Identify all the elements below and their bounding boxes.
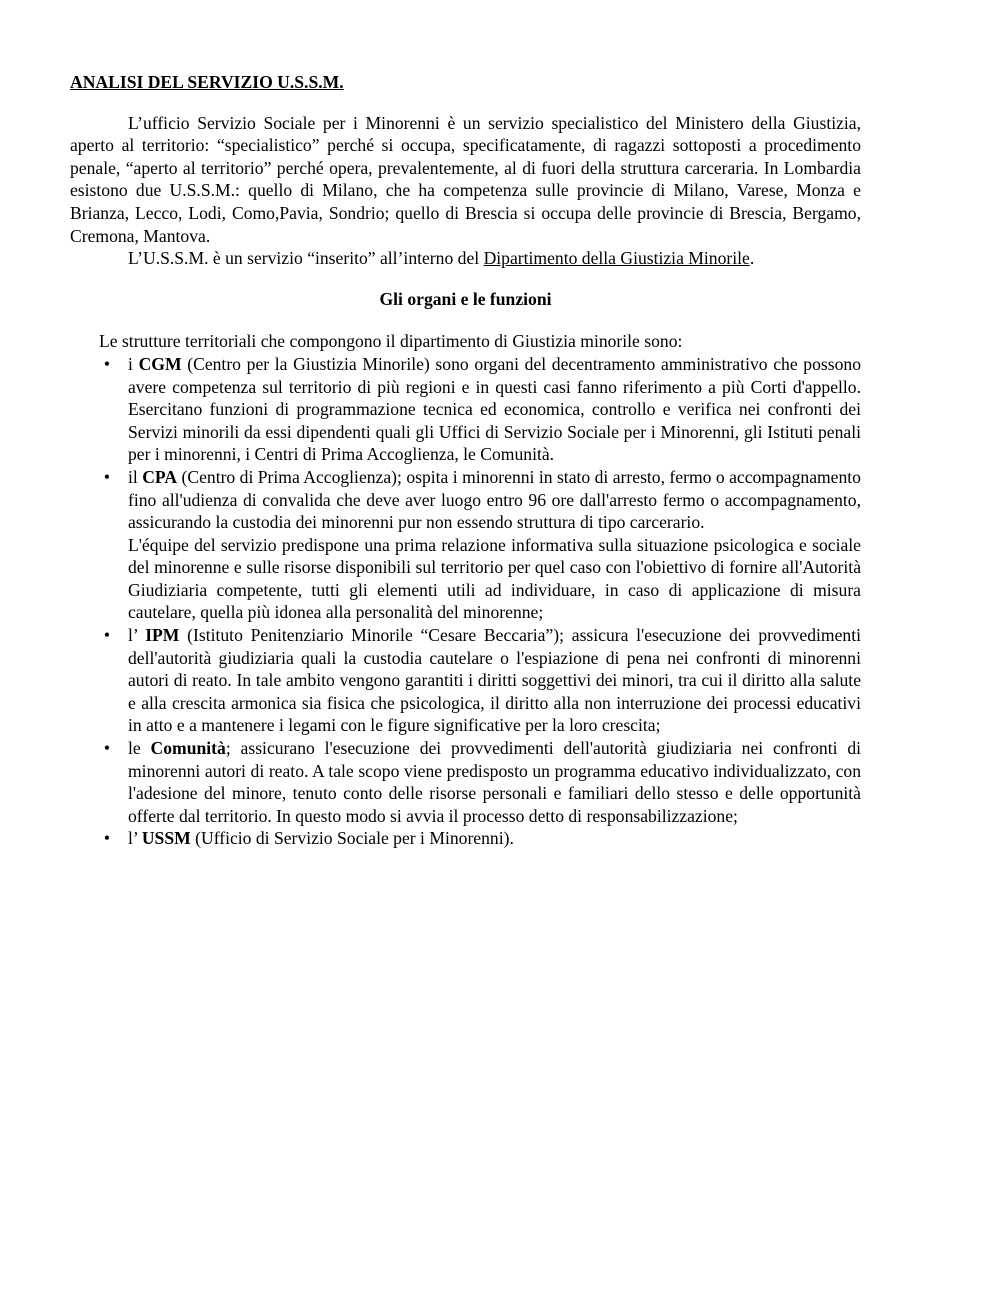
list-item-ussm [70, 827, 861, 850]
item-term: CPA [142, 466, 178, 487]
item-term: USSM [141, 828, 191, 849]
item-text: (Centro per la Giustizia Minorile) sono organi del decentramento amministrativo che possono avere competenza sul territorio di più regioni e in questi casi fanno riferimento a più Corti d'appello. Esercitano funzioni di programmazione tecnica ed economica, controllo e verifica nei confronti dei Servizi minorili da essi dipendenti quali gli Uffici di Servizio Sociale per i Minorenni, gli Istituti penali per i minorenni, i Centri di Prima Accoglienza, le Comunità. [128, 353, 861, 465]
item-term: IPM [145, 625, 180, 646]
item-prefix: i [128, 353, 139, 374]
item-term: Comunità [150, 738, 226, 759]
document-title: ANALISI DEL SERVIZIO U.S.S.M. [70, 72, 344, 92]
list-item-comunita [70, 737, 861, 827]
item-prefix: l’ [128, 625, 146, 646]
item-prefix: le [128, 738, 151, 759]
bullet-icon: • [103, 738, 111, 759]
section-title: Gli organi e le funzioni [379, 288, 552, 309]
item-text: (Ufficio di Servizio Sociale per i Minorenni). [190, 828, 514, 849]
item-text: (Centro di Prima Accoglienza); ospita i minorenni in stato di arresto, fermo o accompagnamento fino all'udienza di convalida che deve aver luogo entro 96 ore dall'arresto fermo o accompagnamento, assicurando la custodia dei minorenni pur non essendo struttura di tipo carcerario. [128, 466, 861, 533]
structures-intro: Le strutture territoriali che compongono il dipartimento di Giustizia minorile sono: [99, 331, 683, 352]
list-item-cgm [70, 353, 861, 466]
structures-list [70, 353, 861, 850]
item-extra-paragraph: L'équipe del servizio predispone una prima relazione informativa sulla situazione psicologica e sociale del minorenne e sulle risorse disponibili sul territorio per quel caso con l'obiettivo di fornire all'Autorità Giudiziaria competente, tutti gli elementi utili ad individuare, in caso di applicazione di misura cautelare, quella più idonea alla personalità del minorenne; [128, 534, 861, 623]
item-term: CGM [138, 353, 182, 374]
bullet-icon: • [103, 466, 111, 487]
item-text: (Istituto Penitenziario Minorile “Cesare Beccaria”); assicura l'esecuzione dei provvedimenti dell'autorità giudiziaria quali la custodia cautelare o l'espiazione di pena nei confronti di minorenni autori di reato. In tale ambito vengono garantiti i diritti soggettivi dei minori, tra cui il diritto alla salute e alla crescita armonica sia fisica che psicologica, il diritto alla non interruzione dei processi educativi in atto e a mantenere i legami con le figure significative per la loro crescita; [128, 625, 861, 736]
item-text: ; assicurano l'esecuzione dei provvedimenti dell'autorità giudiziaria nei confronti di minorenni autori di reato. A tale scopo viene predisposto un programma educativo individualizzato, con l'adesione del minore, tenuto conto delle risorse personali e familiari dello stesso e delle opportunità offerte dal territorio. In questo modo si avvia il processo detto di responsabilizzazione; [128, 738, 861, 826]
item-prefix: l’ [128, 828, 142, 849]
document-page [70, 71, 861, 850]
bullet-icon: • [103, 828, 111, 849]
bullet-icon: • [103, 353, 111, 374]
intro-paragraph: L’ufficio Servizio Sociale per i Minorenni è un servizio specialistico del Ministero della Giustizia, aperto al territorio: “specialistico” perché si occupa, specificatamente, di ragazzi sottoposti a procedimento penale, “aperto al territorio” perché opera, prevalentemente, al di fuori della struttura carceraria. In Lombardia esistono due U.S.S.M.: quello di Milano, che ha competenza sulle provincie di Milano, Varese, Monza e Brianza, Lecco, Lodi, Como,Pavia, Sondrio; quello di Brescia si occupa delle provincie di Brescia, Bergamo, Cremona, Mantova. [70, 112, 861, 246]
department-paragraph [70, 247, 861, 270]
item-prefix: il [128, 466, 143, 487]
department-paragraph-prefix: L’U.S.S.M. è un servizio “inserito” all’interno del [128, 248, 484, 269]
bullet-icon: • [103, 625, 111, 646]
department-link[interactable]: Dipartimento della Giustizia Minorile [483, 248, 750, 269]
list-item-cpa [70, 466, 861, 624]
department-paragraph-suffix: . [749, 248, 755, 269]
list-item-ipm [70, 624, 861, 737]
